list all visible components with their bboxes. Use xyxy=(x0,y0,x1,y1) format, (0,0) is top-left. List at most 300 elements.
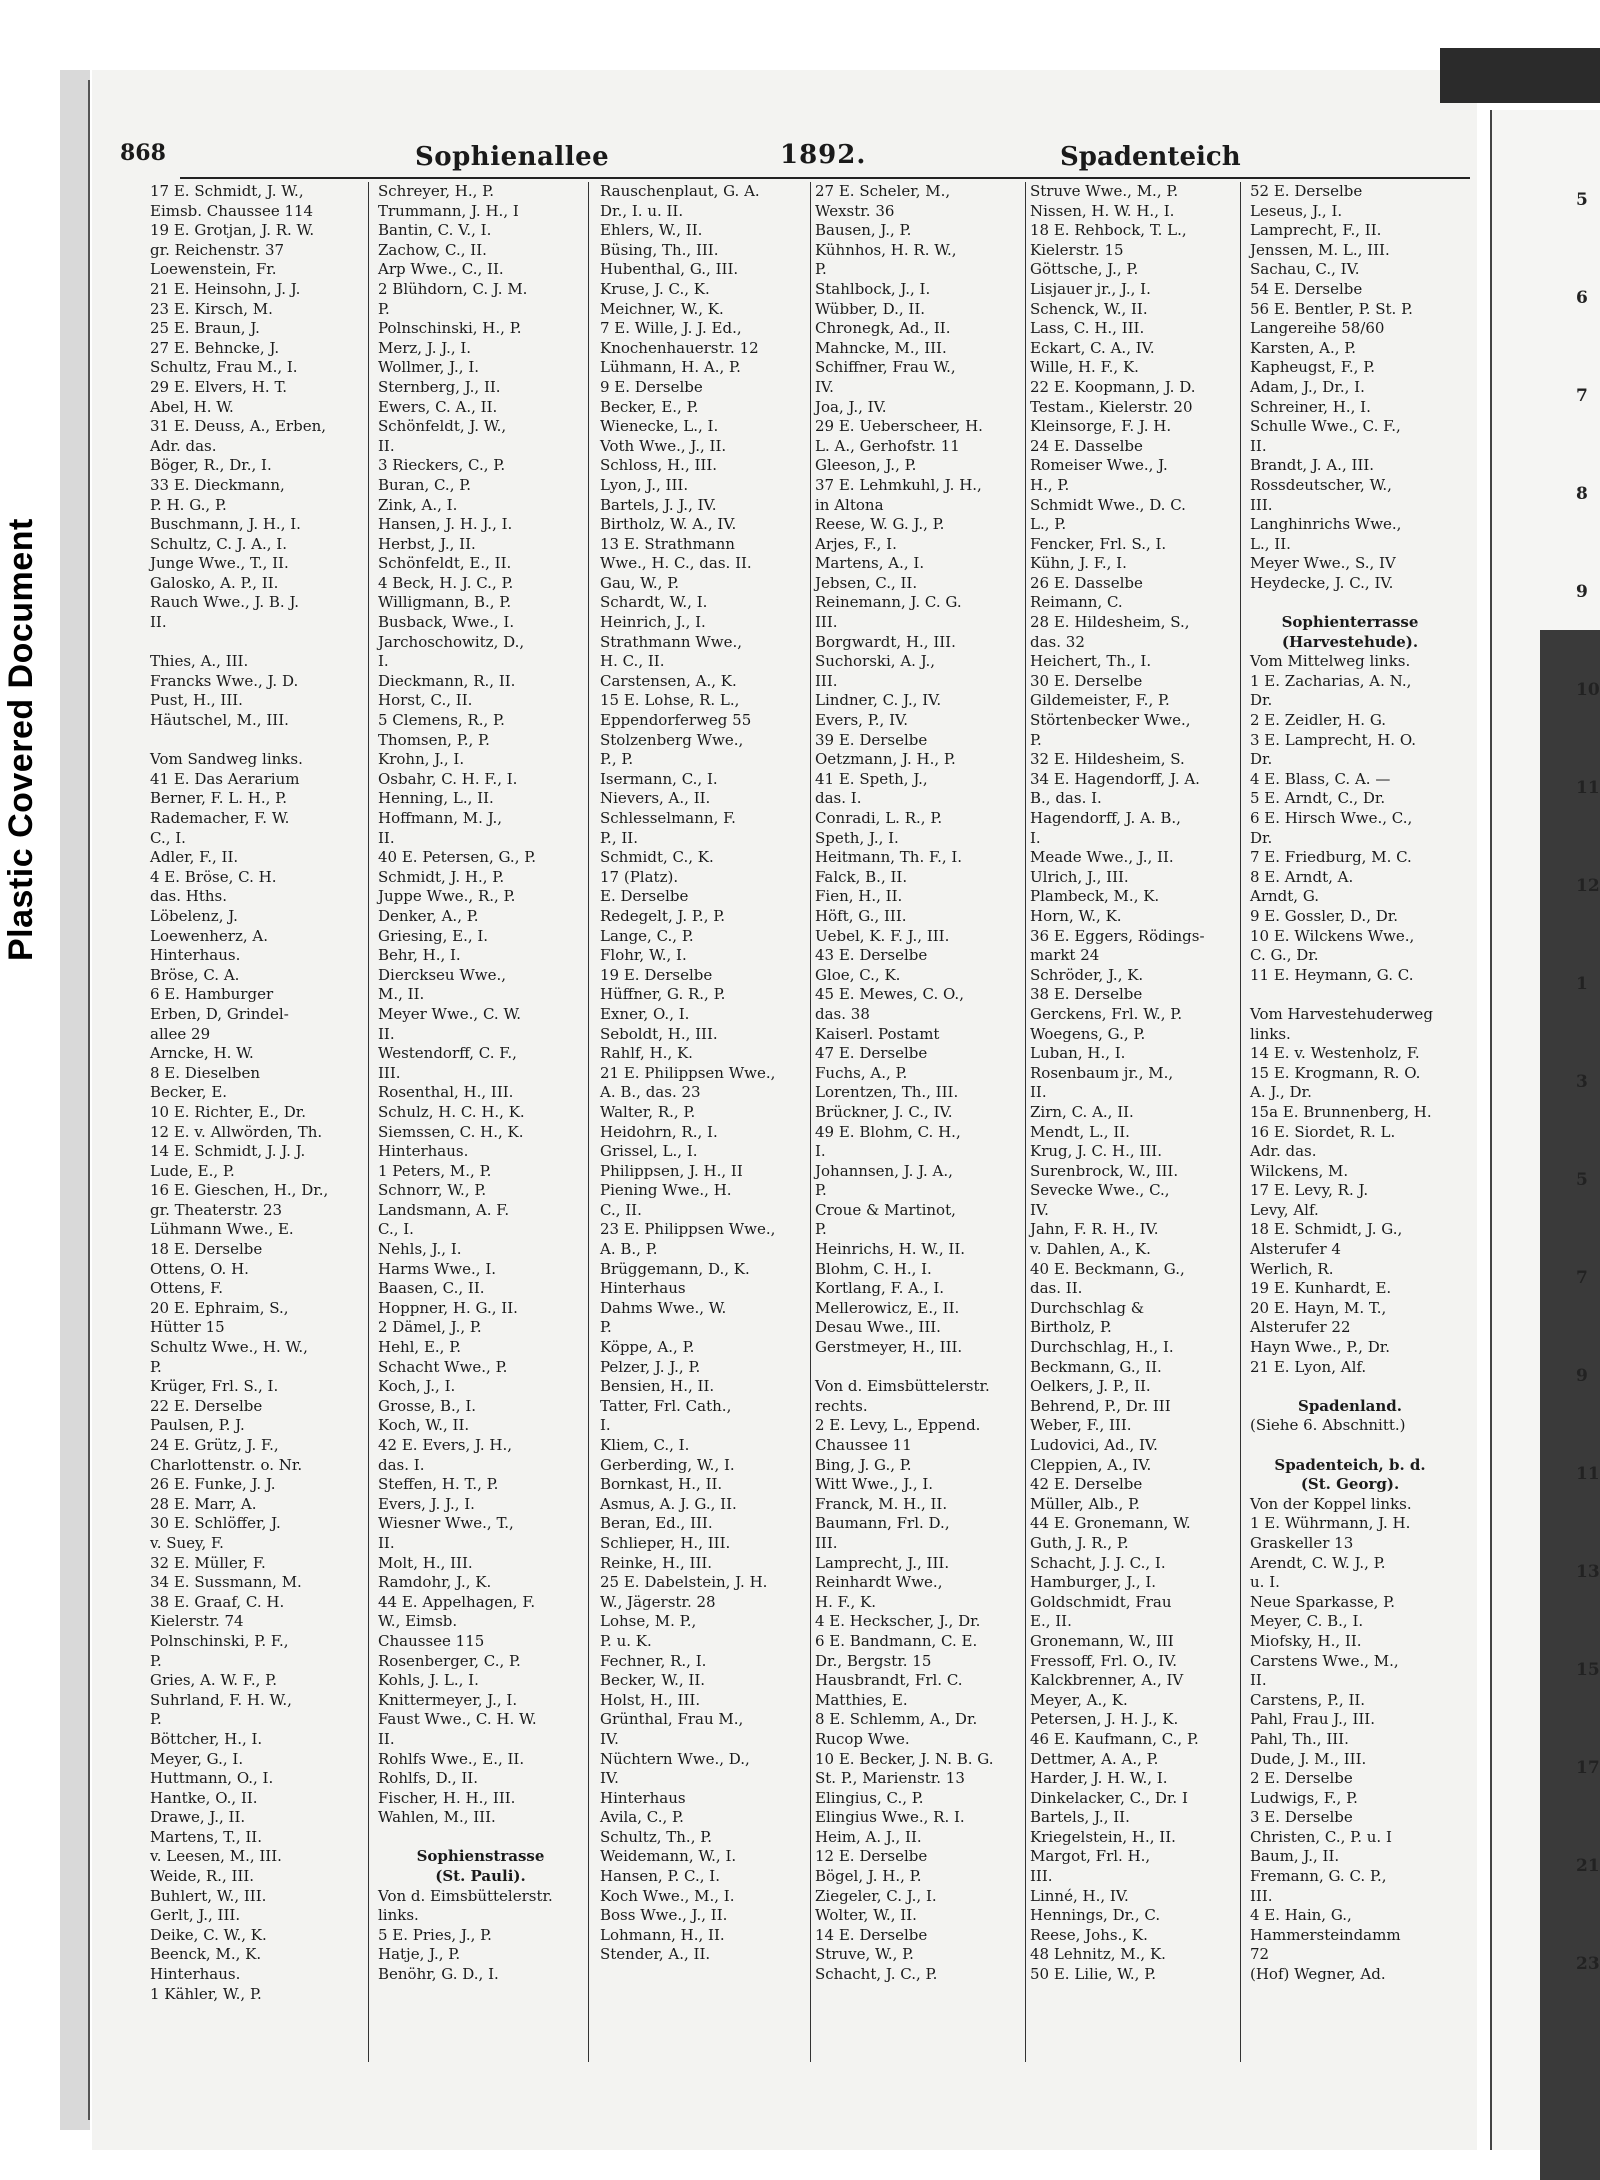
directory-entry: Rademacher, F. W. xyxy=(150,809,290,827)
directory-entry: Dr., I. u. II. xyxy=(600,201,684,220)
directory-entry: 18 E. Rehbock, T. L., xyxy=(1030,221,1187,240)
column-divider xyxy=(1025,182,1026,2062)
directory-entry: 31 E. Deuss, A., Erben, xyxy=(150,417,327,436)
directory-entry: C., II. xyxy=(600,1200,642,1219)
directory-entry: Behr, H., I. xyxy=(378,946,461,965)
directory-entry: Conradi, L. R., P. xyxy=(815,809,943,827)
directory-entry: Schulle Wwe., C. F., xyxy=(1250,417,1401,436)
directory-entry: Sophienstrasse xyxy=(416,1847,545,1866)
directory-entry: Beckmann, G., II. xyxy=(1030,1357,1162,1376)
directory-entry: Nissen, H. W. H., I. xyxy=(1030,201,1175,220)
directory-entry: Polnschinski, H., P. xyxy=(378,319,522,338)
directory-entry: Evers, J. J., I. xyxy=(378,1494,475,1513)
directory-entry: Bornkast, H., II. xyxy=(600,1475,723,1494)
directory-entry: Schulz, H. C. H., K. xyxy=(378,1102,525,1121)
directory-entry: 6 E. Hirsch Wwe., C., xyxy=(1250,809,1413,827)
directory-entry: Baasen, C., II. xyxy=(378,1279,485,1298)
directory-entry: Carstens, P., II. xyxy=(1250,1690,1366,1709)
directory-entry: das. I. xyxy=(815,789,862,808)
directory-entry: Koch, J., I. xyxy=(378,1377,456,1396)
directory-entry: Hoppner, H. G., II. xyxy=(378,1298,518,1317)
directory-entry: Wienecke, L., I. xyxy=(600,417,719,436)
directory-entry: das. II. xyxy=(1030,1279,1083,1298)
directory-entry: Rahlf, H., K. xyxy=(600,1044,693,1063)
column-1 xyxy=(150,182,365,2004)
directory-entry: 50 E. Lilie, W., P. xyxy=(1030,1965,1157,1984)
directory-entry: 40 E. Petersen, G., P. xyxy=(378,848,537,867)
directory-entry: Tatter, Frl. Cath., xyxy=(600,1396,732,1415)
directory-entry: 18 E. Schmidt, J. G., xyxy=(1250,1220,1403,1239)
directory-entry xyxy=(378,1828,583,1848)
column-2 xyxy=(378,182,583,1985)
directory-entry: Arndt, G. xyxy=(1250,887,1320,906)
directory-entry: Chaussee 115 xyxy=(378,1631,485,1650)
directory-entry: Carstensen, A., K. xyxy=(600,671,737,690)
directory-entry: Lühmann Wwe., E. xyxy=(150,1220,294,1239)
directory-entry: III. xyxy=(815,1533,838,1552)
directory-entry: Fencker, Frl. S., I. xyxy=(1030,534,1167,553)
directory-entry: 3 E. Derselbe xyxy=(1250,1808,1353,1827)
directory-entry: Störtenbecker Wwe., xyxy=(1030,711,1191,730)
directory-entry: Landsmann, A. F. xyxy=(378,1200,510,1219)
directory-entry: Schultz, Th., P. xyxy=(600,1827,713,1846)
directory-entry: Beenck, M., K. xyxy=(150,1945,262,1964)
directory-entry: allee 29 xyxy=(150,1024,211,1043)
directory-entry: Strathmann Wwe., xyxy=(600,632,743,651)
directory-entry: Werlich, R. xyxy=(1250,1259,1334,1278)
directory-entry: Ottens, O. H. xyxy=(150,1259,249,1278)
directory-entry: 26 E. Dasselbe xyxy=(1030,573,1143,592)
directory-entry: u. I. xyxy=(1250,1573,1280,1592)
directory-entry: Sachau, C., IV. xyxy=(1250,260,1360,279)
directory-entry: Ludovici, Ad., IV. xyxy=(1030,1436,1158,1454)
directory-entry: Grosse, B., I. xyxy=(378,1396,477,1415)
directory-entry: Petersen, J. H. J., K. xyxy=(1030,1710,1179,1729)
directory-entry: Benöhr, G. D., I. xyxy=(378,1965,499,1984)
directory-entry: Hamburger, J., I. xyxy=(1030,1573,1157,1592)
directory-entry: 24 E. Dasselbe xyxy=(1030,436,1143,455)
directory-entry: Paulsen, P. J. xyxy=(150,1416,245,1435)
directory-entry: Kliem, C., I. xyxy=(600,1436,690,1454)
directory-entry: Rauch Wwe., J. B. J. xyxy=(150,593,300,612)
directory-entry: Gau, W., P. xyxy=(600,573,680,592)
directory-entry: Gerlt, J., III. xyxy=(150,1906,241,1925)
directory-entry: 11 E. Heymann, G. C. xyxy=(1250,965,1414,984)
directory-entry: Juppe Wwe., R., P. xyxy=(378,887,516,906)
directory-entry: Redegelt, J. P., P. xyxy=(600,906,726,925)
directory-entry: 9 E. Derselbe xyxy=(600,377,703,396)
directory-entry: Struve, W., P. xyxy=(815,1945,914,1964)
column-3 xyxy=(600,182,805,1965)
directory-entry: 15a E. Brunnenberg, H. xyxy=(1250,1102,1432,1121)
margin-number: 13 xyxy=(1576,1562,1600,1582)
directory-entry: Drawe, J., II. xyxy=(150,1808,246,1827)
directory-entry: Hüffner, G. R., P. xyxy=(600,985,726,1004)
directory-entry: Pahl, Th., III. xyxy=(1250,1729,1349,1748)
directory-entry: Rucop Wwe. xyxy=(815,1729,910,1748)
directory-entry: Dr. xyxy=(1250,691,1273,710)
directory-entry: 25 E. Braun, J. xyxy=(150,319,260,338)
directory-entry: 44 E. Gronemann, W. xyxy=(1030,1514,1191,1533)
directory-entry: L., P. xyxy=(1030,515,1067,534)
directory-entry: Langereihe 58/60 xyxy=(1250,319,1385,338)
directory-entry: 10 E. Richter, E., Dr. xyxy=(150,1102,307,1121)
directory-entry: Hantke, O., II. xyxy=(150,1788,258,1807)
directory-entry: 9 E. Gossler, D., Dr. xyxy=(1250,906,1399,925)
margin-number: 11 xyxy=(1576,1464,1600,1484)
directory-entry: Bartels, J., II. xyxy=(1030,1808,1130,1827)
directory-entry: Fremann, G. C. P., xyxy=(1250,1867,1387,1886)
directory-entry: Hatje, J., P. xyxy=(378,1945,461,1964)
directory-entry: Häutschel, M., III. xyxy=(150,711,289,730)
directory-entry: Pelzer, J. J., P. xyxy=(600,1357,701,1376)
directory-entry: Wahlen, M., III. xyxy=(378,1808,496,1827)
directory-entry: Sevecke Wwe., C., xyxy=(1030,1181,1170,1200)
directory-entry: 44 E. Appelhagen, F. xyxy=(378,1592,536,1611)
directory-entry: P. u. K. xyxy=(600,1631,652,1650)
directory-entry: Levy, Alf. xyxy=(1250,1200,1319,1219)
directory-entry: 27 E. Behncke, J. xyxy=(150,338,280,357)
directory-entry: Jebsen, C., II. xyxy=(815,573,918,592)
directory-entry: Ziegeler, C. J., I. xyxy=(815,1886,937,1905)
directory-entry: 12 E. v. Allwörden, Th. xyxy=(150,1122,323,1141)
directory-entry: Wollmer, J., I. xyxy=(378,358,480,377)
directory-entry: Heinrichs, H. W., II. xyxy=(815,1240,966,1259)
directory-entry: Müller, Alb., P. xyxy=(1030,1494,1140,1513)
directory-entry: Vom Sandweg links. xyxy=(150,750,303,769)
directory-entry xyxy=(150,731,365,751)
directory-entry: H. F., K. xyxy=(815,1592,876,1611)
directory-entry: Bausen, J., P. xyxy=(815,221,912,240)
directory-entry: Von d. Eimsbüttelerstr. xyxy=(815,1377,990,1396)
directory-entry xyxy=(1250,985,1450,1005)
directory-entry: Struve Wwe., M., P. xyxy=(1030,182,1179,200)
directory-entry: Knittermeyer, J., I. xyxy=(378,1690,518,1709)
directory-entry: P. xyxy=(150,1710,162,1729)
directory-entry: Reinemann, J. C. G. xyxy=(815,593,962,612)
directory-entry: Nehls, J., I. xyxy=(378,1240,462,1259)
directory-entry: Hinterhaus. xyxy=(150,946,241,965)
directory-entry: Knochenhauerstr. 12 xyxy=(600,338,759,357)
directory-entry: Pust, H., III. xyxy=(150,691,243,710)
directory-entry: Merz, J. J., I. xyxy=(378,338,472,357)
directory-entry: 5 E. Arndt, C., Dr. xyxy=(1250,789,1386,808)
directory-entry: Suchorski, A. J., xyxy=(815,652,936,671)
directory-entry: Hütter 15 xyxy=(150,1318,225,1337)
directory-entry: Lohmann, H., II. xyxy=(600,1925,725,1944)
directory-entry: Johannsen, J. J. A., xyxy=(815,1161,953,1180)
directory-entry: v. Leesen, M., III. xyxy=(150,1847,282,1866)
directory-entry: Trummann, J. H., I xyxy=(378,201,519,220)
directory-entry: Kielerstr. 74 xyxy=(150,1612,244,1631)
directory-entry: II. xyxy=(150,613,167,632)
directory-entry: 4 Beck, H. J. C., P. xyxy=(378,573,514,592)
directory-entry: Kohls, J. L., I. xyxy=(378,1671,479,1690)
directory-entry: Meyer, G., I. xyxy=(150,1749,244,1768)
directory-entry: Zachow, C., II. xyxy=(378,240,487,259)
directory-entry: Löbelenz, J. xyxy=(150,906,238,925)
directory-entry: Bantin, C. V., I. xyxy=(378,221,492,240)
directory-entry: Arendt, C. W. J., P. xyxy=(1250,1553,1386,1572)
directory-entry: Surenbrock, W., III. xyxy=(1030,1161,1179,1180)
directory-entry: 40 E. Beckmann, G., xyxy=(1030,1259,1185,1278)
directory-entry: Schacht, J. C., P. xyxy=(815,1965,938,1984)
directory-entry: Rohlfs Wwe., E., II. xyxy=(378,1749,525,1768)
directory-entry: Desau Wwe., III. xyxy=(815,1318,941,1337)
book-gutter xyxy=(60,70,90,2130)
directory-entry: Busback, Wwe., I. xyxy=(378,613,515,632)
directory-entry: Schröder, J., K. xyxy=(1030,965,1144,984)
column-divider xyxy=(368,182,369,2062)
directory-entry: II. xyxy=(1030,1083,1047,1102)
directory-entry: A. B., P. xyxy=(600,1240,658,1259)
directory-entry: A. J., Dr. xyxy=(1250,1083,1312,1102)
directory-entry: Stahlbock, J., I. xyxy=(815,279,931,298)
directory-entry: Kortlang, F. A., I. xyxy=(815,1279,945,1298)
directory-entry: Oelkers, J. P., II. xyxy=(1030,1377,1151,1396)
directory-entry: II. xyxy=(1250,1671,1267,1690)
directory-entry: Walter, R., P. xyxy=(600,1102,696,1121)
directory-entry: Spadenteich, b. d. xyxy=(1274,1455,1426,1474)
directory-entry: III. xyxy=(378,1063,401,1082)
directory-entry: W., Jägerstr. 28 xyxy=(600,1592,716,1611)
directory-entry: Boss Wwe., J., II. xyxy=(600,1906,728,1925)
directory-entry: Hinterhaus xyxy=(600,1788,686,1807)
directory-entry: Matthies, E. xyxy=(815,1690,908,1709)
dark-edge xyxy=(1540,630,1600,2180)
directory-entry: Heidohrn, R., I. xyxy=(600,1122,718,1141)
directory-entry: Franck, M. H., II. xyxy=(815,1494,948,1513)
directory-entry: Ehlers, W., II. xyxy=(600,221,703,240)
directory-entry: Krüger, Frl. S., I. xyxy=(150,1377,279,1396)
directory-entry: 34 E. Hagendorff, J. A. xyxy=(1030,769,1200,788)
directory-entry: Dr., Bergstr. 15 xyxy=(815,1651,932,1670)
directory-entry: Hoffmann, M. J., xyxy=(378,809,503,827)
directory-entry xyxy=(1250,593,1450,613)
directory-entry: 21 E. Philippsen Wwe., xyxy=(600,1063,776,1082)
directory-entry: Thies, A., III. xyxy=(150,652,249,671)
directory-entry: Hausbrandt, Frl. C. xyxy=(815,1671,963,1690)
directory-entry: 19 E. Kunhardt, E. xyxy=(1250,1279,1392,1298)
directory-entry: 14 E. v. Westenholz, F. xyxy=(1250,1044,1420,1063)
directory-entry: Ramdohr, J., K. xyxy=(378,1573,492,1592)
directory-entry: Von d. Eimsbüttelerstr. xyxy=(378,1886,553,1905)
directory-entry: St. P., Marienstr. 13 xyxy=(815,1769,965,1788)
directory-entry: Bröse, C. A. xyxy=(150,965,240,984)
directory-entry: Falck, B., II. xyxy=(815,867,908,886)
directory-entry: rechts. xyxy=(815,1396,868,1415)
directory-entry: 19 E. Grotjan, J. R. W. xyxy=(150,221,315,240)
directory-entry: Wille, H. F., K. xyxy=(1030,358,1139,377)
directory-entry: Uebel, K. F. J., III. xyxy=(815,926,950,945)
directory-entry: Hagendorff, J. A. B., xyxy=(1030,809,1181,827)
directory-entry: Steffen, H. T., P. xyxy=(378,1475,499,1494)
directory-entry: Voth Wwe., J., II. xyxy=(600,436,727,455)
directory-entry: Huttmann, O., I. xyxy=(150,1769,274,1788)
directory-entry: Bartels, J. J., IV. xyxy=(600,495,717,514)
directory-entry: Brüggemann, D., K. xyxy=(600,1259,750,1278)
margin-number: 3 xyxy=(1576,1072,1588,1092)
directory-entry: Kruse, J. C., K. xyxy=(600,279,710,298)
directory-entry: (Hof) Wegner, Ad. xyxy=(1250,1965,1386,1984)
directory-entry: Gerberding, W., I. xyxy=(600,1455,735,1474)
directory-entry: Kleinsorge, F. J. H. xyxy=(1030,417,1172,436)
directory-entry: Kühnhos, H. R. W., xyxy=(815,240,957,259)
directory-entry: Karsten, A., P. xyxy=(1250,338,1357,357)
directory-entry: Koch, W., II. xyxy=(378,1416,470,1435)
directory-entry: Schreyer, H., P. xyxy=(378,182,495,200)
directory-entry: Dude, J. M., III. xyxy=(1250,1749,1367,1768)
directory-entry: Becker, W., II. xyxy=(600,1671,706,1690)
directory-entry: Dettmer, A. A., P. xyxy=(1030,1749,1159,1768)
directory-entry: 24 E. Grütz, J. F., xyxy=(150,1436,279,1454)
directory-entry: Ludwigs, F., P. xyxy=(1250,1788,1358,1807)
directory-entry: Blohm, C. H., I. xyxy=(815,1259,932,1278)
directory-entry: III. xyxy=(1030,1867,1053,1886)
directory-entry: Reese, W. G. J., P. xyxy=(815,515,945,534)
directory-entry: Martens, A., I. xyxy=(815,554,925,573)
directory-entry: Koch Wwe., M., I. xyxy=(600,1886,735,1905)
directory-entry: C. G., Dr. xyxy=(1250,946,1319,965)
directory-entry: W., Eimsb. xyxy=(378,1612,458,1631)
directory-entry: links. xyxy=(378,1906,419,1925)
directory-entry: 72 xyxy=(1250,1945,1270,1964)
directory-entry: Chaussee 11 xyxy=(815,1436,912,1454)
directory-entry: 2 E. Zeidler, H. G. xyxy=(1250,711,1387,730)
directory-entry: 29 E. Ueberscheer, H. xyxy=(815,417,983,436)
directory-entry: 33 E. Dieckmann, xyxy=(150,475,285,494)
directory-entry: 38 E. Graaf, C. H. xyxy=(150,1592,285,1611)
directory-entry: 29 E. Elvers, H. T. xyxy=(150,377,288,396)
directory-entry: Lude, E., P. xyxy=(150,1161,235,1180)
directory-entry: Dr. xyxy=(1250,828,1273,847)
directory-entry: Meyer Wwe., C. W. xyxy=(378,1004,522,1023)
directory-entry: 43 E. Derselbe xyxy=(815,946,928,965)
directory-entry: 20 E. Ephraim, S., xyxy=(150,1298,289,1317)
directory-entry: 22 E. Derselbe xyxy=(150,1396,263,1415)
directory-entry: Schmidt, C., K. xyxy=(600,848,714,867)
directory-entry: 41 E. Das Aerarium xyxy=(150,769,300,788)
directory-entry: Dierckseu Wwe., xyxy=(378,965,507,984)
directory-entry: I. xyxy=(600,1416,611,1435)
directory-entry: IV. xyxy=(600,1729,619,1748)
directory-entry: Buhlert, W., III. xyxy=(150,1886,267,1905)
directory-entry: Nüchtern Wwe., D., xyxy=(600,1749,750,1768)
directory-entry: Eckart, C. A., IV. xyxy=(1030,338,1155,357)
directory-entry: Alsterufer 4 xyxy=(1250,1240,1341,1259)
directory-entry xyxy=(150,633,365,653)
directory-entry: H. C., II. xyxy=(600,652,665,671)
directory-entry: Linné, H., IV. xyxy=(1030,1886,1129,1905)
directory-entry: Brandt, J. A., III. xyxy=(1250,456,1375,475)
directory-entry: Margot, Frl. H., xyxy=(1030,1847,1151,1866)
directory-entry: 23 E. Philippsen Wwe., xyxy=(600,1220,776,1239)
directory-entry: Rossdeutscher, W., xyxy=(1250,475,1392,494)
directory-entry: Francks Wwe., J. D. xyxy=(150,671,299,690)
directory-entry: Göttsche, J., P. xyxy=(1030,260,1139,279)
directory-entry: Wübber, D., II. xyxy=(815,299,926,318)
directory-entry: Fuchs, A., P. xyxy=(815,1063,908,1082)
directory-entry: IV. xyxy=(600,1769,619,1788)
directory-entry: 45 E. Mewes, C. O., xyxy=(815,985,964,1004)
directory-entry: Wilckens, M. xyxy=(1250,1161,1349,1180)
margin-number: 8 xyxy=(1576,484,1588,504)
margin-number: 21 xyxy=(1576,1856,1600,1876)
directory-entry: 47 E. Derselbe xyxy=(815,1044,928,1063)
directory-entry: Gildemeister, F., P. xyxy=(1030,691,1170,710)
directory-entry: 56 E. Bentler, P. St. P. xyxy=(1250,299,1413,318)
directory-entry: 18 E. Derselbe xyxy=(150,1240,263,1259)
directory-entry: Erben, D, Grindel- xyxy=(150,1004,289,1023)
column-6 xyxy=(1250,182,1450,1985)
directory-entry: Buran, C., P. xyxy=(378,475,472,494)
directory-entry: Goldschmidt, Frau xyxy=(1030,1592,1172,1611)
margin-number: 9 xyxy=(1576,1366,1588,1386)
header-rule xyxy=(180,177,1470,179)
directory-entry: Berner, F. L. H., P. xyxy=(150,789,287,808)
directory-entry: 38 E. Derselbe xyxy=(1030,985,1143,1004)
directory-entry: 54 E. Derselbe xyxy=(1250,279,1363,298)
directory-entry: Ulrich, J., III. xyxy=(1030,867,1129,886)
directory-entry: P. xyxy=(150,1651,162,1670)
year-heading: 1892. xyxy=(780,140,867,170)
directory-entry: Beran, Ed., III. xyxy=(600,1514,713,1533)
directory-entry: Pahl, Frau J., III. xyxy=(1250,1710,1376,1729)
directory-entry: Schmidt Wwe., D. C. xyxy=(1030,495,1186,514)
directory-entry: Zirn, C. A., II. xyxy=(1030,1102,1134,1121)
directory-entry: Vom Harvestehuderweg xyxy=(1250,1004,1433,1023)
directory-entry: P. xyxy=(600,1318,612,1337)
column-4 xyxy=(815,182,1020,1985)
margin-number: 9 xyxy=(1576,582,1588,602)
directory-entry: Schönfeldt, E., II. xyxy=(378,554,512,573)
directory-entry: P. xyxy=(815,260,827,279)
column-divider xyxy=(588,182,589,2062)
directory-entry: Neue Sparkasse, P. xyxy=(1250,1592,1395,1611)
directory-entry: 32 E. Müller, F. xyxy=(150,1553,266,1572)
directory-entry: 14 E. Derselbe xyxy=(815,1925,928,1944)
directory-entry: (St. Pauli). xyxy=(435,1867,526,1886)
directory-entry: 1 E. Zacharias, A. N., xyxy=(1250,671,1412,690)
directory-entry: Cleppien, A., IV. xyxy=(1030,1455,1152,1474)
directory-entry: Langhinrichs Wwe., xyxy=(1250,515,1402,534)
directory-entry: Rosenbaum jr., M., xyxy=(1030,1063,1174,1082)
margin-number: 7 xyxy=(1576,386,1588,406)
margin-number: 15 xyxy=(1576,1660,1600,1680)
directory-entry: 4 E. Blass, C. A. — xyxy=(1250,769,1391,788)
directory-entry: (Siehe 6. Abschnitt.) xyxy=(1250,1416,1406,1435)
directory-entry: Charlottenstr. o. Nr. xyxy=(150,1455,303,1474)
directory-entry: Birtholz, W. A., IV. xyxy=(600,515,737,534)
directory-entry: 6 E. Hamburger xyxy=(150,985,274,1004)
directory-entry: links. xyxy=(1250,1024,1291,1043)
directory-entry: Gerckens, Frl. W., P. xyxy=(1030,1004,1183,1023)
directory-entry: Abel, H. W. xyxy=(150,397,234,416)
directory-entry: Böttcher, H., I. xyxy=(150,1729,263,1748)
directory-entry: Behrend, P., Dr. III xyxy=(1030,1396,1171,1415)
directory-entry xyxy=(1250,1436,1450,1456)
directory-entry: Borgwardt, H., III. xyxy=(815,632,956,651)
directory-entry: Isermann, C., I. xyxy=(600,769,718,788)
directory-entry: P. xyxy=(815,1181,827,1200)
directory-entry: Meichner, W., K. xyxy=(600,299,724,318)
directory-entry: Grünthal, Frau M., xyxy=(600,1710,744,1729)
directory-entry: Birtholz, P. xyxy=(1030,1318,1112,1337)
directory-entry: Eimsb. Chaussee 114 xyxy=(150,201,314,220)
directory-entry: 49 E. Blohm, C. H., xyxy=(815,1122,961,1141)
directory-entry: Mahncke, M., III. xyxy=(815,338,947,357)
directory-entry: Christen, C., P. u. I xyxy=(1250,1827,1392,1846)
